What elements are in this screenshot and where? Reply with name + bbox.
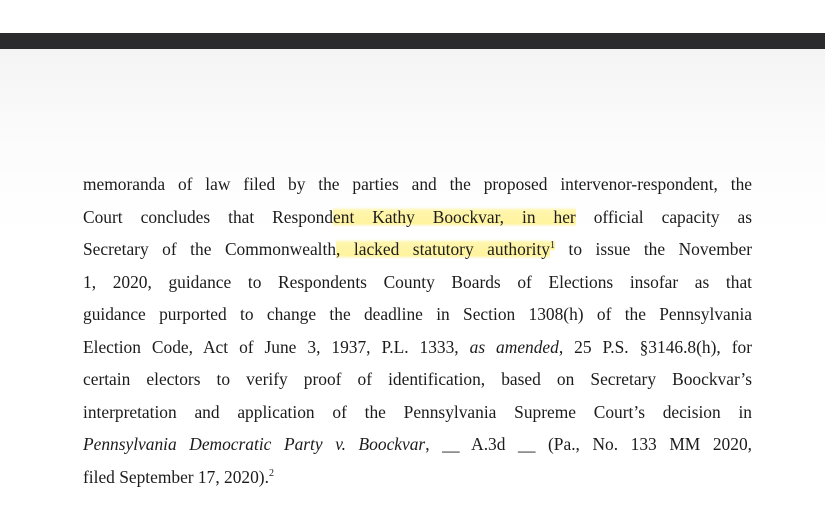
text-line [83, 298, 752, 331]
text-line [83, 331, 752, 364]
text-segment: guidance purported to change the deadline in Section 1308(h) of the Pennsylvania [83, 304, 752, 324]
text-segment: memoranda of law filed by the parties and the proposed intervenor-respondent, the [83, 174, 752, 194]
text-line [83, 363, 752, 396]
text-line [83, 461, 752, 494]
text-line [83, 233, 752, 266]
text-segment: 1, 2020, guidance to Respondents County Boards of Elections insofar as that [83, 271, 752, 292]
text-segment: Election Code, Act of June 3, 1937, P.L. 1333, [83, 336, 470, 357]
text-line [83, 201, 752, 234]
top-dark-bar [0, 33, 825, 49]
text-segment: to issue the November [554, 239, 752, 259]
highlighted-text: , lacked statutory authority [336, 239, 550, 259]
text-segment: , 25 P.S. §3146.8(h), for [558, 336, 752, 357]
text-segment: filed September 17, 2020). [83, 466, 269, 487]
text-line [83, 396, 752, 429]
text-segment: , __ A.3d __ (Pa., No. 133 MM 2020, [425, 434, 752, 454]
text-segment: official capacity as [575, 206, 752, 227]
text-line [83, 428, 752, 461]
text-line [83, 168, 752, 201]
footnote-marker: 2 [268, 467, 274, 479]
document-paragraph [83, 168, 752, 493]
text-segment: interpretation and application of the Pennsylvania Supreme Court’s decision in [83, 401, 752, 422]
text-segment: Secretary of the Commonwealth [83, 239, 337, 259]
italic-text: as amended [469, 336, 559, 357]
italic-text: Pennsylvania Democratic Party v. Boockvar [83, 434, 426, 454]
text-segment: Court concludes that Respond [83, 206, 334, 227]
text-segment: certain electors to verify proof of identification, based on Secretary Boockvar’s [83, 369, 752, 389]
highlighted-text: ent Kathy Boockvar, in her [333, 206, 576, 227]
text-line [83, 266, 752, 299]
footnote-marker: 1 [549, 240, 555, 251]
